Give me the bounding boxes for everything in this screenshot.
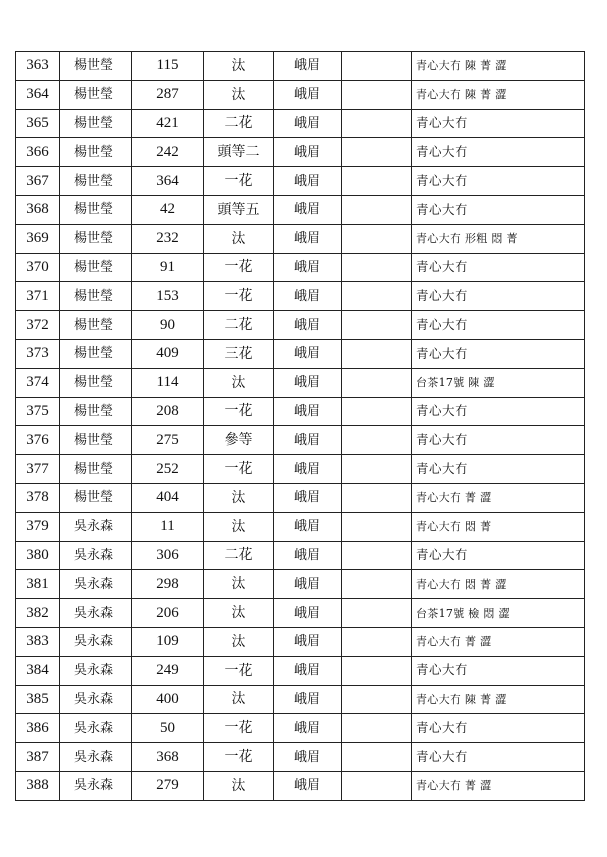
name-cell: 楊世瑩 xyxy=(60,52,132,81)
table-row xyxy=(16,771,585,800)
note-cell: 青心大冇 陳 菁 澀 xyxy=(412,80,585,109)
name-cell: 楊世瑩 xyxy=(60,80,132,109)
row-number-cell: 383 xyxy=(16,627,60,656)
area-cell: 峨眉 xyxy=(274,426,342,455)
row-number-cell: 372 xyxy=(16,311,60,340)
row-number-cell: 371 xyxy=(16,282,60,311)
area-cell: 峨眉 xyxy=(274,771,342,800)
area-cell: 峨眉 xyxy=(274,195,342,224)
table-row xyxy=(16,80,585,109)
name-cell: 楊世瑩 xyxy=(60,339,132,368)
note-cell: 青心大冇 xyxy=(412,109,585,138)
note-cell: 青心大冇 xyxy=(412,656,585,685)
table-row xyxy=(16,282,585,311)
grade-cell: 汰 xyxy=(204,80,274,109)
grade-cell: 汰 xyxy=(204,685,274,714)
sample-number-cell: 275 xyxy=(132,426,204,455)
name-cell: 楊世瑩 xyxy=(60,138,132,167)
sample-number-cell: 208 xyxy=(132,397,204,426)
note-cell: 青心大冇 xyxy=(412,455,585,484)
area-cell: 峨眉 xyxy=(274,311,342,340)
blank-cell xyxy=(342,224,412,253)
note-cell: 青心大冇 xyxy=(412,311,585,340)
area-cell: 峨眉 xyxy=(274,455,342,484)
area-cell: 峨眉 xyxy=(274,743,342,772)
area-cell: 峨眉 xyxy=(274,253,342,282)
grade-cell: 三花 xyxy=(204,339,274,368)
sample-number-cell: 232 xyxy=(132,224,204,253)
name-cell: 吳永森 xyxy=(60,599,132,628)
row-number-cell: 363 xyxy=(16,52,60,81)
table-row xyxy=(16,253,585,282)
note-cell: 青心大冇 xyxy=(412,743,585,772)
table-row xyxy=(16,570,585,599)
row-number-cell: 367 xyxy=(16,167,60,196)
note-cell: 青心大冇 xyxy=(412,541,585,570)
area-cell: 峨眉 xyxy=(274,52,342,81)
table-row xyxy=(16,397,585,426)
blank-cell xyxy=(342,138,412,167)
sample-number-cell: 90 xyxy=(132,311,204,340)
row-number-cell: 368 xyxy=(16,195,60,224)
blank-cell xyxy=(342,52,412,81)
row-number-cell: 370 xyxy=(16,253,60,282)
table-row xyxy=(16,541,585,570)
sample-number-cell: 115 xyxy=(132,52,204,81)
name-cell: 楊世瑩 xyxy=(60,368,132,397)
area-cell: 峨眉 xyxy=(274,282,342,311)
sample-number-cell: 91 xyxy=(132,253,204,282)
name-cell: 楊世瑩 xyxy=(60,224,132,253)
grade-cell: 一花 xyxy=(204,282,274,311)
grade-cell: 一花 xyxy=(204,656,274,685)
sample-number-cell: 306 xyxy=(132,541,204,570)
name-cell: 楊世瑩 xyxy=(60,195,132,224)
note-cell: 青心大冇 菁 澀 xyxy=(412,771,585,800)
note-cell: 青心大冇 陳 菁 澀 xyxy=(412,685,585,714)
table-row xyxy=(16,138,585,167)
area-cell: 峨眉 xyxy=(274,368,342,397)
name-cell: 楊世瑩 xyxy=(60,483,132,512)
sample-number-cell: 114 xyxy=(132,368,204,397)
grade-cell: 一花 xyxy=(204,253,274,282)
row-number-cell: 377 xyxy=(16,455,60,484)
results-table xyxy=(15,51,585,801)
blank-cell xyxy=(342,599,412,628)
sample-number-cell: 287 xyxy=(132,80,204,109)
sample-number-cell: 404 xyxy=(132,483,204,512)
name-cell: 楊世瑩 xyxy=(60,397,132,426)
grade-cell: 汰 xyxy=(204,512,274,541)
area-cell: 峨眉 xyxy=(274,656,342,685)
grade-cell: 一花 xyxy=(204,714,274,743)
table-row xyxy=(16,483,585,512)
name-cell: 吳永森 xyxy=(60,512,132,541)
table-row xyxy=(16,224,585,253)
area-cell: 峨眉 xyxy=(274,167,342,196)
note-cell: 青心大冇 形粗 悶 菁 xyxy=(412,224,585,253)
name-cell: 吳永森 xyxy=(60,714,132,743)
sample-number-cell: 249 xyxy=(132,656,204,685)
row-number-cell: 369 xyxy=(16,224,60,253)
note-cell: 青心大冇 xyxy=(412,195,585,224)
name-cell: 楊世瑩 xyxy=(60,109,132,138)
row-number-cell: 379 xyxy=(16,512,60,541)
blank-cell xyxy=(342,426,412,455)
note-cell: 青心大冇 菁 澀 xyxy=(412,483,585,512)
table-row xyxy=(16,339,585,368)
note-cell: 青心大冇 悶 菁 xyxy=(412,512,585,541)
blank-cell xyxy=(342,80,412,109)
grade-cell: 二花 xyxy=(204,311,274,340)
row-number-cell: 366 xyxy=(16,138,60,167)
row-number-cell: 374 xyxy=(16,368,60,397)
sample-number-cell: 206 xyxy=(132,599,204,628)
name-cell: 楊世瑩 xyxy=(60,426,132,455)
name-cell: 吳永森 xyxy=(60,656,132,685)
blank-cell xyxy=(342,685,412,714)
name-cell: 楊世瑩 xyxy=(60,311,132,340)
blank-cell xyxy=(342,455,412,484)
grade-cell: 一花 xyxy=(204,743,274,772)
grade-cell: 一花 xyxy=(204,397,274,426)
grade-cell: 頭等二 xyxy=(204,138,274,167)
row-number-cell: 386 xyxy=(16,714,60,743)
row-number-cell: 387 xyxy=(16,743,60,772)
grade-cell: 汰 xyxy=(204,483,274,512)
note-cell: 青心大冇 xyxy=(412,282,585,311)
grade-cell: 參等 xyxy=(204,426,274,455)
blank-cell xyxy=(342,195,412,224)
grade-cell: 二花 xyxy=(204,109,274,138)
table-row xyxy=(16,455,585,484)
note-cell: 青心大冇 xyxy=(412,167,585,196)
row-number-cell: 388 xyxy=(16,771,60,800)
sample-number-cell: 153 xyxy=(132,282,204,311)
grade-cell: 汰 xyxy=(204,368,274,397)
area-cell: 峨眉 xyxy=(274,714,342,743)
blank-cell xyxy=(342,397,412,426)
sample-number-cell: 252 xyxy=(132,455,204,484)
table-body xyxy=(16,52,585,801)
area-cell: 峨眉 xyxy=(274,138,342,167)
blank-cell xyxy=(342,167,412,196)
row-number-cell: 373 xyxy=(16,339,60,368)
note-cell: 青心大冇 xyxy=(412,253,585,282)
table-row xyxy=(16,52,585,81)
blank-cell xyxy=(342,541,412,570)
blank-cell xyxy=(342,512,412,541)
area-cell: 峨眉 xyxy=(274,570,342,599)
area-cell: 峨眉 xyxy=(274,109,342,138)
blank-cell xyxy=(342,282,412,311)
blank-cell xyxy=(342,368,412,397)
name-cell: 楊世瑩 xyxy=(60,282,132,311)
sample-number-cell: 421 xyxy=(132,109,204,138)
area-cell: 峨眉 xyxy=(274,339,342,368)
grade-cell: 頭等五 xyxy=(204,195,274,224)
grade-cell: 汰 xyxy=(204,771,274,800)
row-number-cell: 380 xyxy=(16,541,60,570)
note-cell: 青心大冇 xyxy=(412,426,585,455)
blank-cell xyxy=(342,627,412,656)
name-cell: 吳永森 xyxy=(60,541,132,570)
row-number-cell: 381 xyxy=(16,570,60,599)
blank-cell xyxy=(342,483,412,512)
name-cell: 楊世瑩 xyxy=(60,253,132,282)
sample-number-cell: 242 xyxy=(132,138,204,167)
table-row xyxy=(16,109,585,138)
sample-number-cell: 409 xyxy=(132,339,204,368)
grade-cell: 汰 xyxy=(204,52,274,81)
row-number-cell: 364 xyxy=(16,80,60,109)
area-cell: 峨眉 xyxy=(274,483,342,512)
sample-number-cell: 400 xyxy=(132,685,204,714)
table-row xyxy=(16,167,585,196)
sample-number-cell: 50 xyxy=(132,714,204,743)
blank-cell xyxy=(342,743,412,772)
name-cell: 楊世瑩 xyxy=(60,167,132,196)
blank-cell xyxy=(342,311,412,340)
grade-cell: 一花 xyxy=(204,455,274,484)
row-number-cell: 375 xyxy=(16,397,60,426)
row-number-cell: 376 xyxy=(16,426,60,455)
table-row xyxy=(16,311,585,340)
sample-number-cell: 279 xyxy=(132,771,204,800)
area-cell: 峨眉 xyxy=(274,397,342,426)
table-row xyxy=(16,195,585,224)
name-cell: 吳永森 xyxy=(60,685,132,714)
sample-number-cell: 109 xyxy=(132,627,204,656)
row-number-cell: 384 xyxy=(16,656,60,685)
note-cell: 青心大冇 xyxy=(412,339,585,368)
sample-number-cell: 42 xyxy=(132,195,204,224)
sample-number-cell: 368 xyxy=(132,743,204,772)
name-cell: 吳永森 xyxy=(60,570,132,599)
note-cell: 青心大冇 悶 菁 澀 xyxy=(412,570,585,599)
note-cell: 青心大冇 陳 菁 澀 xyxy=(412,52,585,81)
name-cell: 楊世瑩 xyxy=(60,455,132,484)
area-cell: 峨眉 xyxy=(274,512,342,541)
grade-cell: 二花 xyxy=(204,541,274,570)
blank-cell xyxy=(342,570,412,599)
blank-cell xyxy=(342,339,412,368)
blank-cell xyxy=(342,771,412,800)
area-cell: 峨眉 xyxy=(274,80,342,109)
table-row xyxy=(16,714,585,743)
name-cell: 吳永森 xyxy=(60,771,132,800)
blank-cell xyxy=(342,714,412,743)
blank-cell xyxy=(342,253,412,282)
sample-number-cell: 364 xyxy=(132,167,204,196)
grade-cell: 汰 xyxy=(204,599,274,628)
name-cell: 吳永森 xyxy=(60,627,132,656)
table-row xyxy=(16,512,585,541)
area-cell: 峨眉 xyxy=(274,685,342,714)
blank-cell xyxy=(342,656,412,685)
table-row xyxy=(16,599,585,628)
row-number-cell: 365 xyxy=(16,109,60,138)
note-cell: 青心大冇 xyxy=(412,397,585,426)
blank-cell xyxy=(342,109,412,138)
sample-number-cell: 11 xyxy=(132,512,204,541)
grade-cell: 汰 xyxy=(204,627,274,656)
row-number-cell: 382 xyxy=(16,599,60,628)
sample-number-cell: 298 xyxy=(132,570,204,599)
note-cell: 台茶17號 陳 澀 xyxy=(412,368,585,397)
note-cell: 青心大冇 xyxy=(412,138,585,167)
table-row xyxy=(16,656,585,685)
note-cell: 台茶17號 檢 悶 澀 xyxy=(412,599,585,628)
area-cell: 峨眉 xyxy=(274,599,342,628)
row-number-cell: 378 xyxy=(16,483,60,512)
area-cell: 峨眉 xyxy=(274,541,342,570)
grade-cell: 汰 xyxy=(204,224,274,253)
note-cell: 青心大冇 xyxy=(412,714,585,743)
row-number-cell: 385 xyxy=(16,685,60,714)
note-cell: 青心大冇 菁 澀 xyxy=(412,627,585,656)
table-row xyxy=(16,368,585,397)
area-cell: 峨眉 xyxy=(274,224,342,253)
table-row xyxy=(16,685,585,714)
table-row xyxy=(16,627,585,656)
table-row xyxy=(16,743,585,772)
table-row xyxy=(16,426,585,455)
grade-cell: 汰 xyxy=(204,570,274,599)
name-cell: 吳永森 xyxy=(60,743,132,772)
area-cell: 峨眉 xyxy=(274,627,342,656)
grade-cell: 一花 xyxy=(204,167,274,196)
